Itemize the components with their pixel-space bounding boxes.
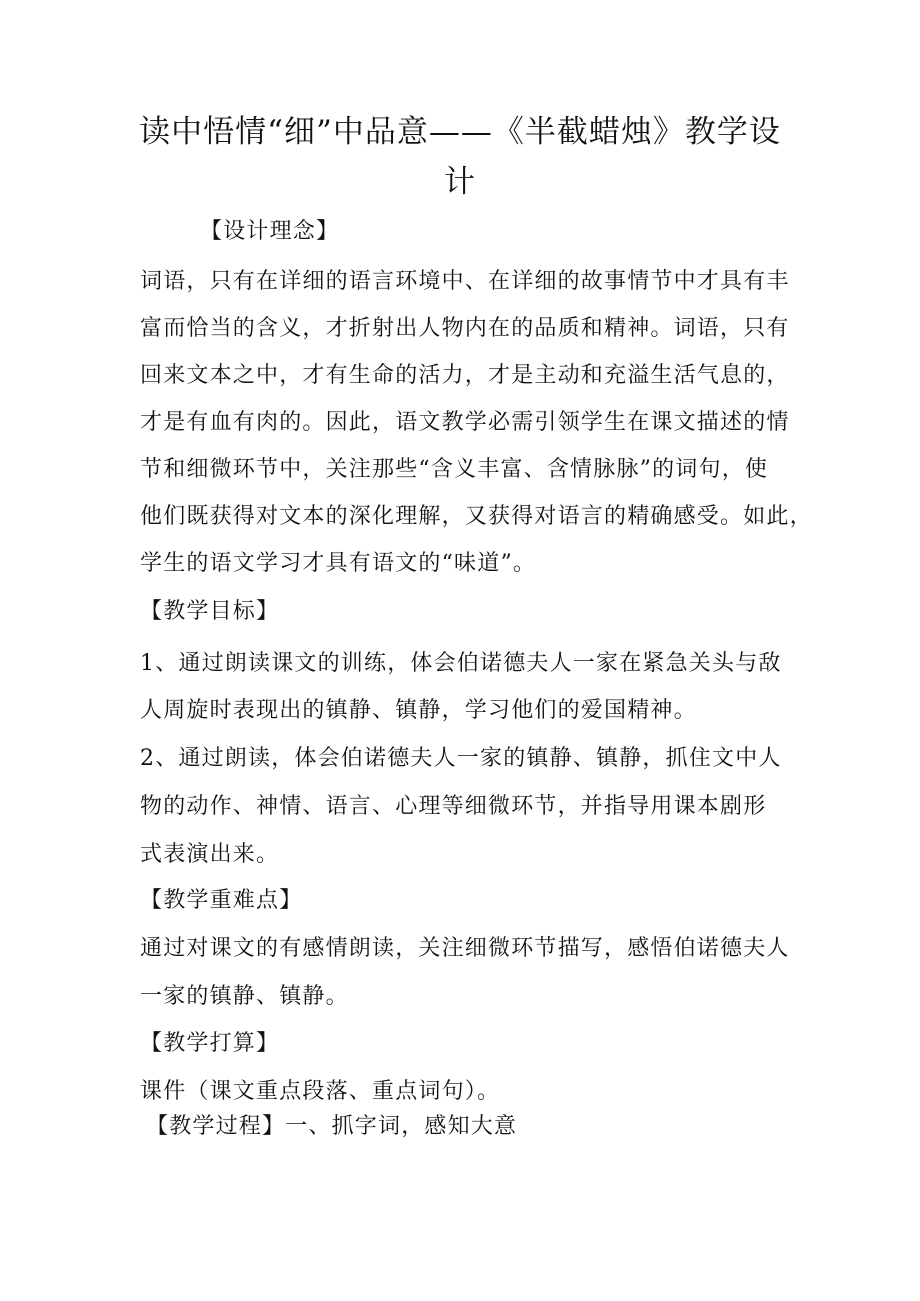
paragraph-line: 回来文本之中，才有生命的活力，才是主动和充溢生活气息的， bbox=[140, 363, 790, 388]
paragraph-line: 人周旋时表现出的镇静、镇静，学习他们的爱国精神。 bbox=[140, 698, 697, 723]
section-heading-process: 【教学过程】一、抓字词，感知大意 bbox=[146, 1114, 518, 1139]
paragraph-line: 才是有血有肉的。因此，语文教学必需引领学生在课文描述的情 bbox=[140, 410, 790, 435]
section-heading-preparation: 【教学打算】 bbox=[140, 1031, 280, 1056]
section-heading-key-points: 【教学重难点】 bbox=[140, 888, 303, 913]
paragraph-line: 他们既获得对文本的深化理解，又获得对语言的精确感受。如此， bbox=[140, 504, 813, 529]
document-title-line-2: 计 bbox=[444, 164, 476, 200]
paragraph-line: 2、通过朗读，体会伯诺德夫人一家的镇静、镇静，抓住文中人 bbox=[140, 746, 782, 771]
paragraph-line: 物的动作、神情、语言、心理等细微环节，并指导用课本剧形 bbox=[140, 794, 767, 819]
paragraph-line: 式表演出来。 bbox=[140, 842, 280, 867]
paragraph-line: 学生的语文学习才具有语文的“味道”。 bbox=[140, 551, 537, 576]
paragraph-line: 词语，只有在详细的语言环境中、在详细的故事情节中才具有丰 bbox=[140, 269, 790, 294]
paragraph-line: 1、通过朗读课文的训练，体会伯诺德夫人一家在紧急关头与敌 bbox=[140, 651, 782, 676]
paragraph-line: 一家的镇静、镇静。 bbox=[140, 984, 349, 1009]
paragraph-line: 富而恰当的含义，才折射出人物内在的品质和精神。词语，只有 bbox=[140, 316, 790, 341]
paragraph-line: 节和细微环节中，关注那些“含义丰富、含情脉脉”的词句，使 bbox=[140, 457, 769, 482]
paragraph-line: 通过对课文的有感情朗读，关注细微环节描写，感悟伯诺德夫人 bbox=[140, 936, 790, 961]
section-heading-teaching-goals: 【教学目标】 bbox=[140, 599, 280, 624]
document-title-line-1: 读中悟情“细”中品意——《半截蜡烛》教学设 bbox=[139, 114, 781, 150]
paragraph-line: 课件（课文重点段落、重点词句）。 bbox=[140, 1079, 501, 1104]
section-heading-design-concept: 【设计理念】 bbox=[200, 219, 340, 244]
